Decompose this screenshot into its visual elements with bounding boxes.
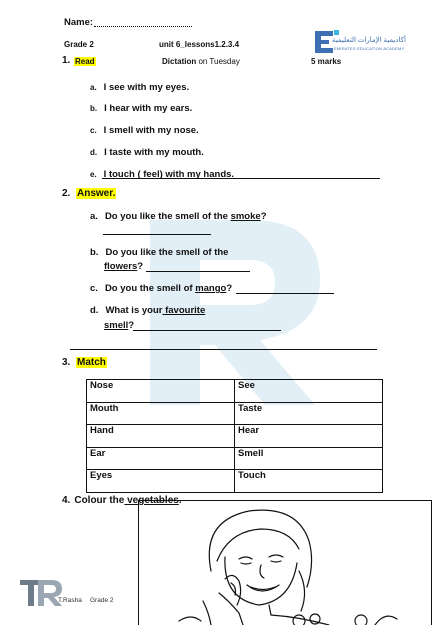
- match-right[interactable]: See: [235, 380, 383, 403]
- answer-line-a[interactable]: [103, 234, 211, 235]
- unit-label: unit 6_lessons1.2.3.4: [159, 40, 240, 49]
- match-right[interactable]: Touch: [235, 470, 383, 493]
- answer-line-c[interactable]: [236, 293, 334, 294]
- match-table: [86, 379, 383, 493]
- footer-teacher: T.Rasha: [58, 597, 82, 604]
- match-right[interactable]: Hear: [235, 425, 383, 448]
- match-right[interactable]: Taste: [235, 402, 383, 425]
- section1-subtitle: Dictation on Tuesday: [162, 57, 240, 66]
- section1-title: Read: [75, 57, 95, 66]
- section4-heading: 4. Colour the vegetables.: [62, 495, 182, 506]
- match-right[interactable]: Smell: [235, 447, 383, 470]
- academy-arabic: أكاديمية الإمارات التعليمية: [332, 37, 406, 44]
- question-b: b. Do you like the smell of the: [90, 247, 229, 258]
- table-row: [87, 470, 383, 493]
- section3-title: Match: [77, 357, 106, 368]
- dictation-item: c. I smell with my nose.: [90, 125, 199, 136]
- section2-title: Answer.: [77, 188, 116, 199]
- academy-english: EMIRATES EDUCATION ACADEMY: [334, 46, 405, 51]
- dictation-item: e. I touch ( feel) with my hands.: [90, 169, 235, 180]
- question-b-cont: flowers?: [104, 261, 144, 272]
- match-left[interactable]: Ear: [87, 447, 235, 470]
- section1-number: 1.: [62, 55, 71, 66]
- name-label: Name:: [64, 17, 94, 28]
- dictation-item: d. I taste with my mouth.: [90, 147, 204, 158]
- table-row: [87, 402, 383, 425]
- table-row: [87, 447, 383, 470]
- academy-logo: [312, 27, 424, 61]
- table-row: [87, 380, 383, 403]
- name-line: [94, 26, 192, 27]
- question-a: a. Do you like the smell of the smoke?: [90, 211, 267, 222]
- match-left[interactable]: Mouth: [87, 402, 235, 425]
- section1-marks: 5 marks: [311, 57, 342, 66]
- answer-line-b[interactable]: [146, 271, 250, 272]
- question-d-cont: smell?: [104, 320, 135, 331]
- section3-number: 3.: [62, 357, 71, 368]
- dictation-item: b. I hear with my ears.: [90, 103, 193, 114]
- answer-line-d[interactable]: [133, 330, 281, 331]
- grade-label: Grade 2: [64, 40, 94, 49]
- section2-number: 2.: [62, 188, 71, 199]
- question-d: d. What is your favourite: [90, 305, 206, 316]
- match-left[interactable]: Nose: [87, 380, 235, 403]
- girl-line-drawing: [139, 501, 431, 625]
- match-left[interactable]: Hand: [87, 425, 235, 448]
- match-left[interactable]: Eyes: [87, 470, 235, 493]
- colouring-picture-box[interactable]: [138, 500, 432, 625]
- table-row: [87, 425, 383, 448]
- divider-line: [70, 349, 377, 350]
- dictation-item: a. I see with my eyes.: [90, 82, 190, 93]
- footer-grade: Grade 2: [90, 597, 114, 604]
- question-c: c. Do you the smell of mango?: [90, 283, 233, 294]
- dictation-line: [102, 178, 380, 179]
